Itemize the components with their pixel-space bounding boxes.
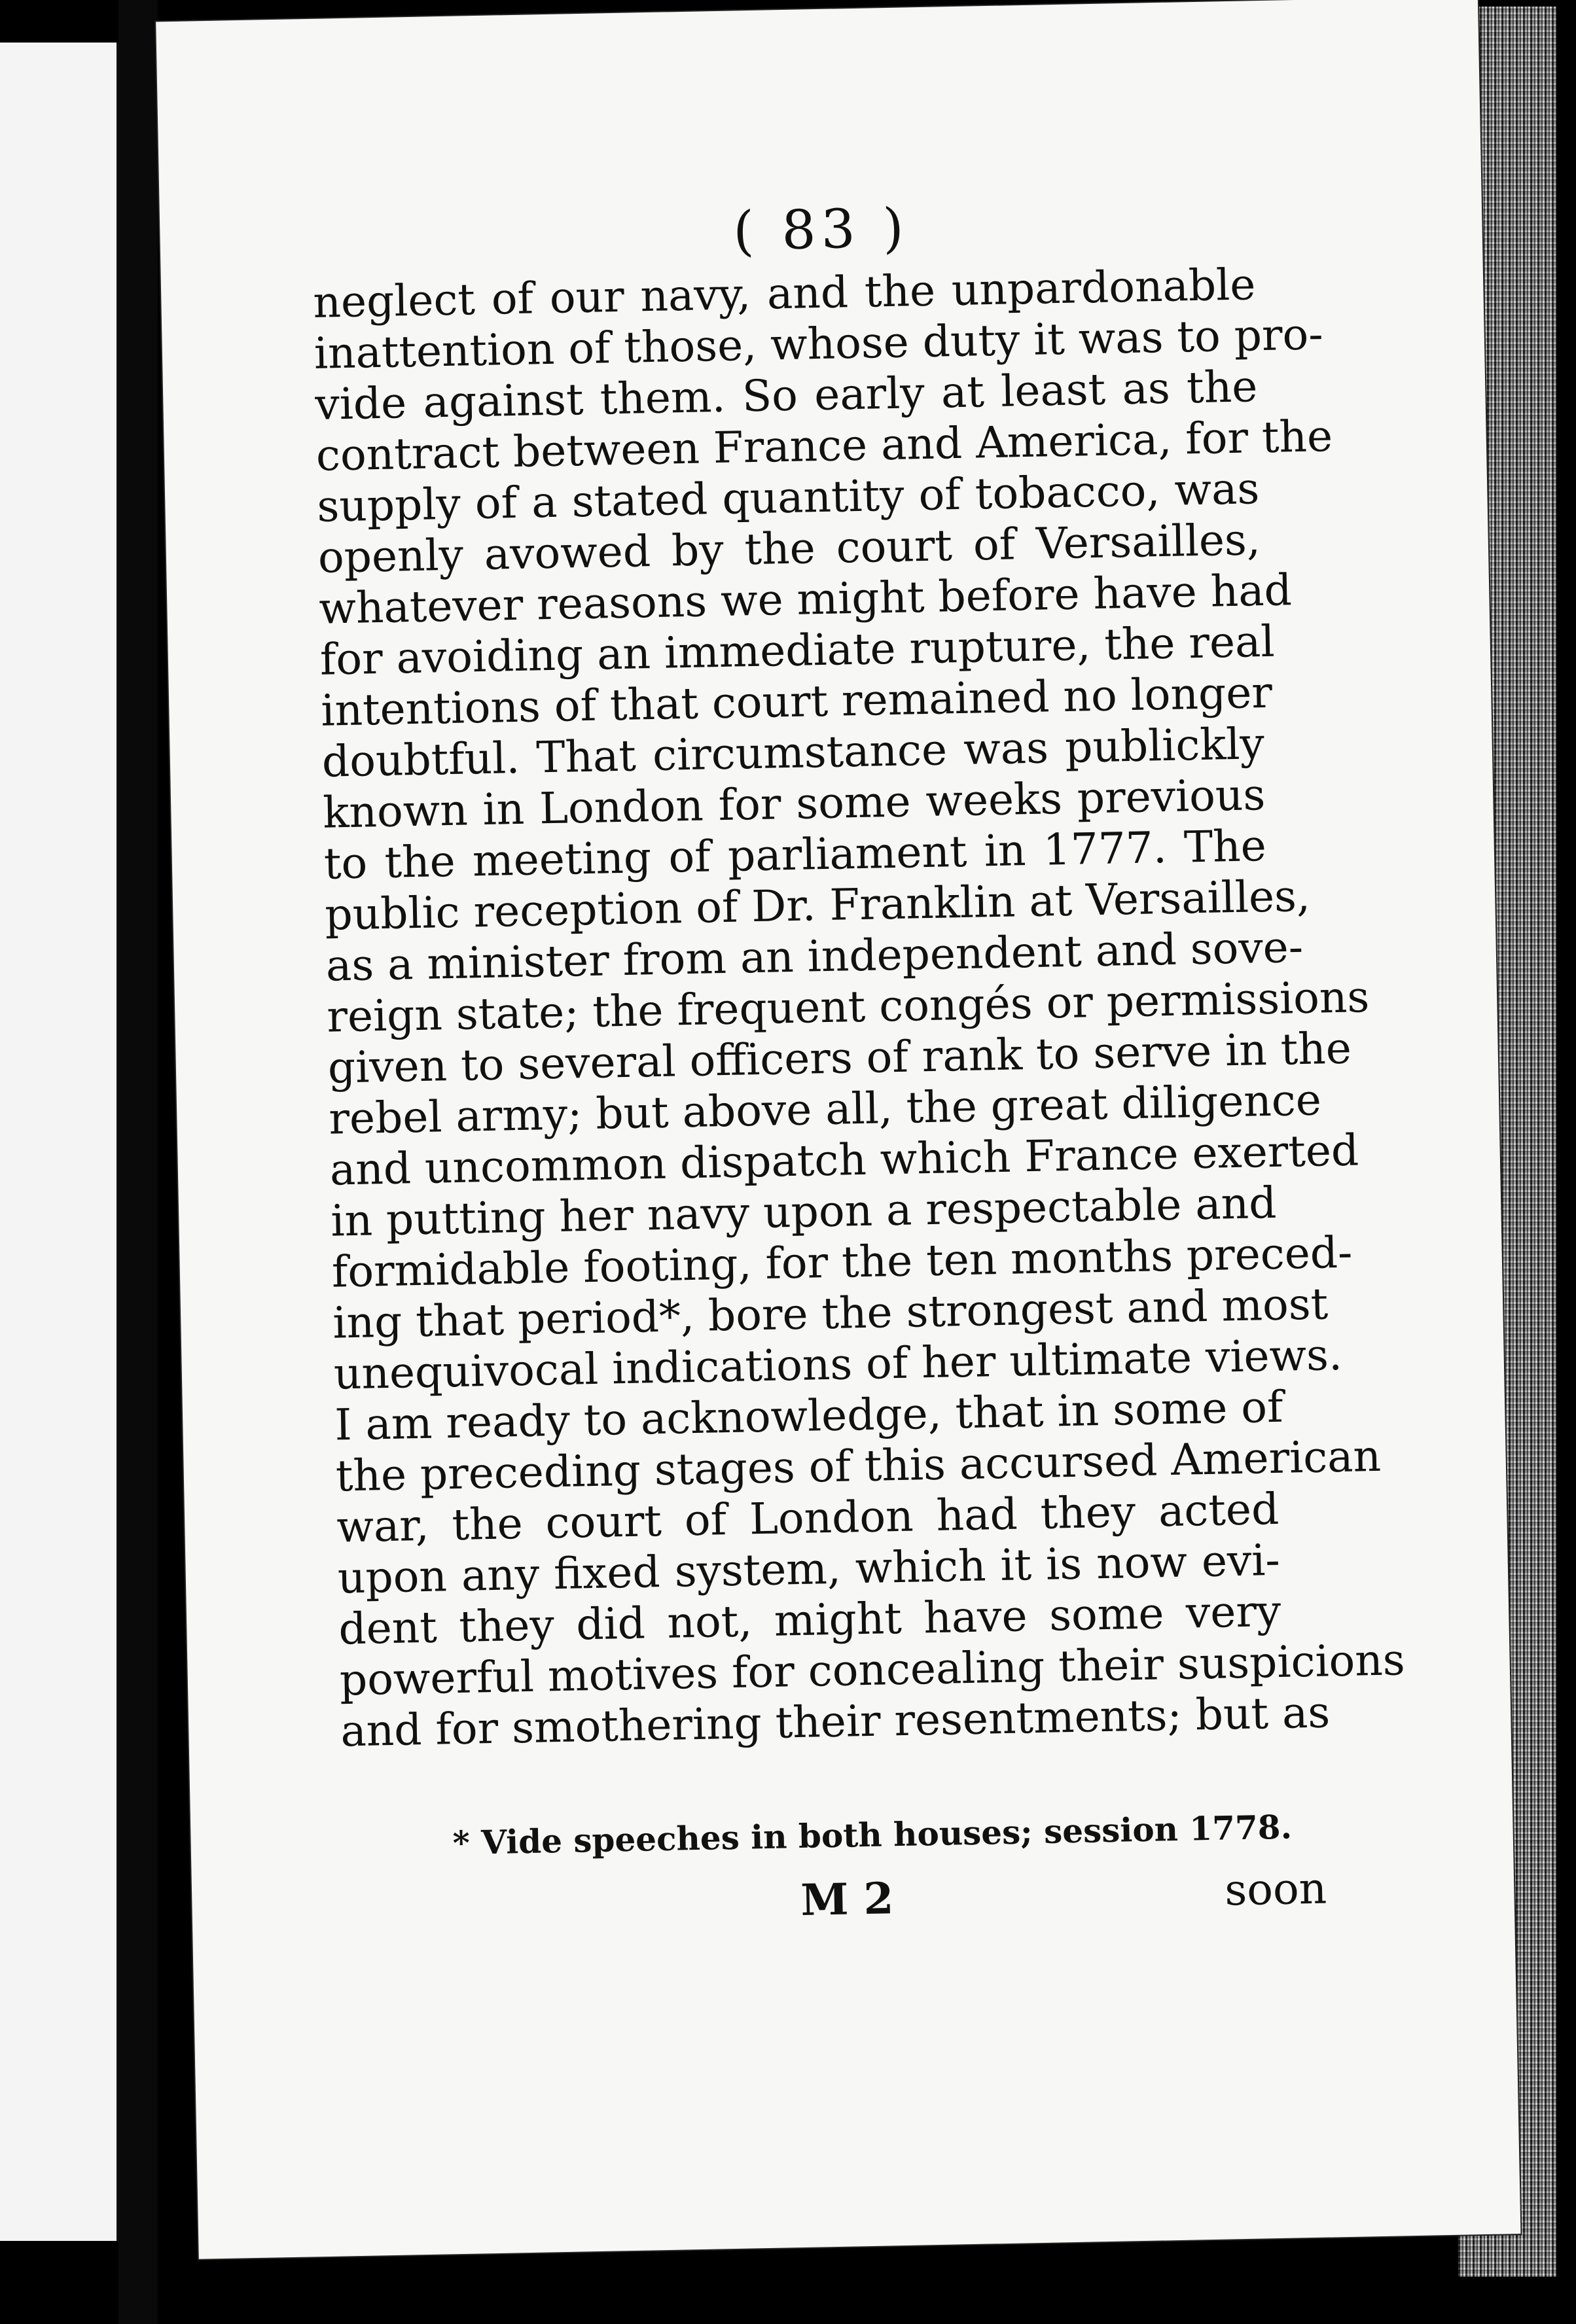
text-line: doubtful. That circumstance was publickly <box>321 718 1265 787</box>
text-line: inattention of those, whose duty it was to pro- <box>313 309 1324 379</box>
text-line: dent they did not, might have some very <box>338 1585 1281 1655</box>
text-line: and for smothering their resentments; but as <box>340 1687 1331 1757</box>
footnote: * Vide speeches in both houses; session 1778. <box>452 1807 1293 1863</box>
text-line: powerful motives for concealing their suspicions <box>339 1634 1406 1706</box>
text-line: upon any fixed system, which it is now evi- <box>337 1534 1281 1604</box>
text-line: and uncommon dispatch which France exerted <box>329 1125 1359 1195</box>
text-line: reign state; the frequent congés or permissions <box>326 972 1370 1042</box>
text-line: for avoiding an immediate rupture, the real <box>319 616 1276 685</box>
text-line: formidable footing, for the ten months preced- <box>331 1227 1353 1297</box>
text-line: in putting her navy upon a respectable and <box>330 1177 1278 1246</box>
text-line: rebel army; but above all, the great diligence <box>328 1074 1322 1144</box>
text-line: vide against them. So early at least as the <box>314 361 1258 430</box>
text-line: the preceding stages of this accursed American <box>335 1430 1382 1502</box>
text-line: I am ready to acknowledge, that in some of <box>334 1381 1284 1451</box>
text-line: as a minister from an independent and sove- <box>325 922 1304 991</box>
text-line: public reception of Dr. Franklin at Versailles, <box>324 870 1311 940</box>
body-text <box>312 259 1406 1757</box>
scan-border <box>1556 0 1576 2324</box>
text-line: unequivocal indications of her ultimate views. <box>333 1329 1343 1400</box>
text-line: openly avowed by the court of Versailles, <box>317 514 1261 583</box>
catchword: soon <box>1224 1863 1327 1916</box>
page-number-header: ( 83 ) <box>732 197 910 263</box>
text-line: given to several officers of rank to serve in the <box>327 1023 1352 1093</box>
text-line: neglect of our navy, and the unpardonable <box>312 259 1256 328</box>
book-page <box>156 0 1520 2259</box>
text-line: ing that period*, bore the strongest and most <box>332 1278 1329 1348</box>
signature-mark: M 2 <box>800 1873 895 1926</box>
text-line: war, the court of London had they acted <box>336 1483 1280 1553</box>
text-line: intentions of that court remained no longer <box>320 667 1273 736</box>
text-line: supply of a stated quantity of tobacco, was <box>316 463 1260 532</box>
facing-page-edge <box>0 43 118 2241</box>
text-line: whatever reasons we might before have had <box>318 565 1293 634</box>
book-gutter <box>118 0 158 2324</box>
text-line: known in London for some weeks previous <box>322 769 1266 838</box>
text-line: contract between France and America, for the <box>315 410 1333 481</box>
text-line: to the meeting of parliament in 1777. The <box>323 820 1267 889</box>
